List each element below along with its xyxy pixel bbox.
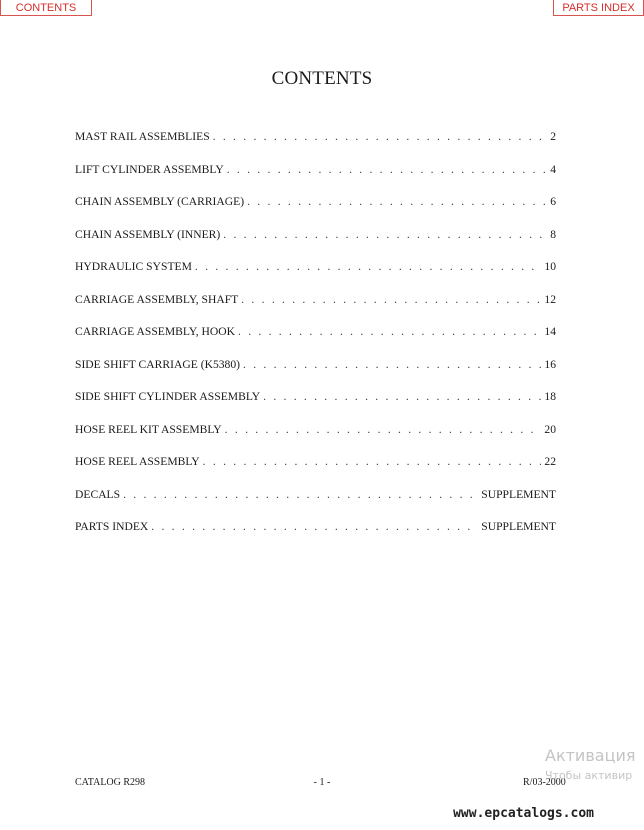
toc-dot-leader	[203, 455, 542, 468]
toc-entry[interactable]	[75, 228, 556, 261]
toc-entry-page: 2	[550, 130, 556, 143]
toc-entry-page: 16	[544, 357, 556, 371]
table-of-contents	[75, 130, 556, 553]
toc-entry[interactable]	[75, 260, 556, 293]
toc-entry[interactable]	[75, 163, 556, 196]
toc-entry-label: HOSE REEL ASSEMBLY	[75, 455, 200, 468]
toc-entry-page: 6	[550, 195, 556, 208]
toc-entry-label: PARTS INDEX	[75, 520, 149, 533]
toc-dot-leader	[227, 163, 547, 176]
watermark-line-1: Активация	[545, 746, 636, 765]
toc-entry[interactable]	[75, 520, 556, 553]
toc-dot-leader	[151, 520, 478, 533]
toc-dot-leader	[243, 358, 541, 371]
toc-dot-leader	[195, 260, 541, 273]
toc-entry-page: 14	[544, 325, 556, 338]
page-title: CONTENTS	[271, 68, 373, 89]
toc-entry[interactable]	[75, 130, 556, 163]
toc-dot-leader	[241, 293, 541, 306]
toc-entry-page: 8	[550, 227, 556, 241]
toc-entry-label: SIDE SHIFT CYLINDER ASSEMBLY	[75, 390, 261, 403]
site-url: www.epcatalogs.com	[453, 806, 594, 821]
toc-entry-label: DECALS	[75, 487, 121, 501]
toc-entry-page: 10	[544, 260, 556, 273]
toc-entry-page: SUPPLEMENT	[481, 487, 556, 501]
footer-revision: R/03-2000	[523, 777, 566, 788]
toc-entry-page: 18	[544, 390, 556, 403]
toc-entry[interactable]	[75, 455, 556, 488]
contents-nav-button[interactable]: CONTENTS	[0, 0, 92, 16]
footer-catalog-number: CATALOG R298	[75, 777, 146, 788]
toc-entry-page: SUPPLEMENT	[481, 520, 556, 533]
toc-dot-leader	[213, 130, 548, 143]
toc-entry[interactable]	[75, 358, 556, 391]
toc-entry[interactable]	[75, 423, 556, 456]
toc-entry-label: CHAIN ASSEMBLY (INNER)	[75, 227, 221, 241]
footer-page-number: - 1 -	[313, 777, 331, 788]
toc-entry-page: 4	[550, 162, 556, 176]
toc-entry[interactable]	[75, 195, 556, 228]
toc-dot-leader	[247, 195, 547, 208]
toc-entry-page: 12	[544, 292, 556, 306]
toc-entry-page: 20	[544, 422, 556, 436]
toc-dot-leader	[225, 423, 542, 436]
toc-dot-leader	[238, 325, 541, 338]
toc-entry-label: MAST RAIL ASSEMBLIES	[75, 130, 210, 143]
toc-entry-label: CARRIAGE ASSEMBLY, HOOK	[75, 325, 235, 338]
toc-entry-label: LIFT CYLINDER ASSEMBLY	[75, 162, 224, 176]
toc-entry[interactable]	[75, 293, 556, 326]
toc-entry-label: HYDRAULIC SYSTEM	[75, 260, 192, 273]
watermark-line-2: Чтобы активир	[545, 769, 633, 782]
toc-entry[interactable]	[75, 488, 556, 521]
toc-dot-leader	[123, 488, 478, 501]
toc-entry-label: CHAIN ASSEMBLY (CARRIAGE)	[75, 195, 245, 208]
toc-dot-leader	[263, 390, 541, 403]
toc-entry[interactable]	[75, 325, 556, 358]
toc-entry-label: HOSE REEL KIT ASSEMBLY	[75, 422, 222, 436]
parts-index-nav-button[interactable]: PARTS INDEX	[553, 0, 644, 16]
toc-entry-label: SIDE SHIFT CARRIAGE (K5380)	[75, 357, 241, 371]
toc-dot-leader	[223, 228, 547, 241]
toc-entry-page: 22	[544, 455, 556, 468]
toc-entry[interactable]	[75, 390, 556, 423]
toc-entry-label: CARRIAGE ASSEMBLY, SHAFT	[75, 292, 239, 306]
